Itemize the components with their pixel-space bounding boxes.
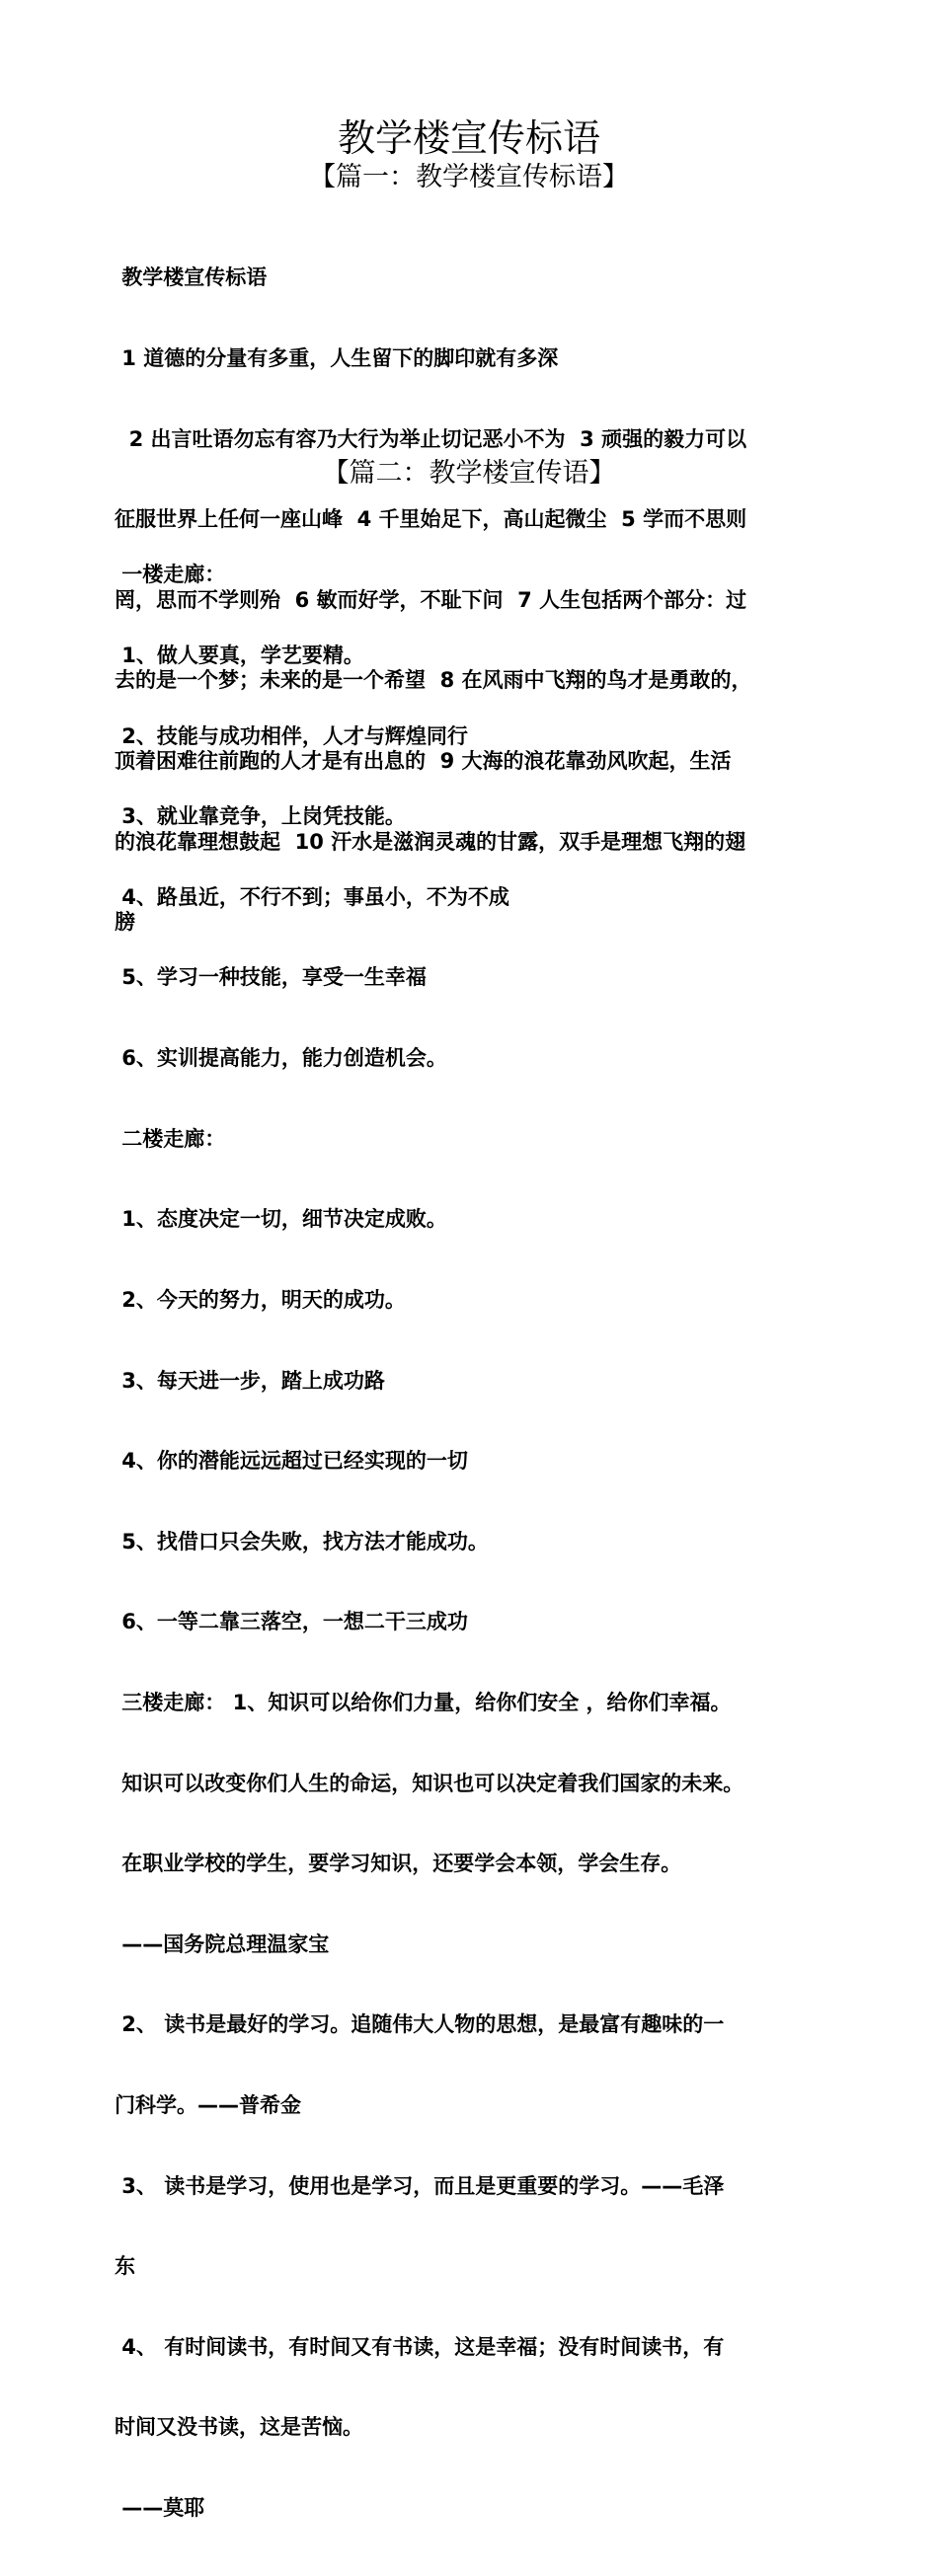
part1-line: 征服世界上任何一座山峰 4 千里始足下，高山起微尘 5 学而不思则	[115, 507, 747, 532]
part1-line: 2 出言吐语勿忘有容乃大行为举止切记恶小不为 3 顽强的毅力可以	[115, 426, 747, 451]
floor3-quote: 4、 有时间读书，有时间又有书读，这是幸福；没有时间读书，有	[115, 2334, 725, 2359]
part1-line: 去的是一个梦；未来的是一个希望 8 在风雨中飞翔的鸟才是勇敢的，	[115, 668, 752, 693]
slogan-item: 3、每天进一步，踏上成功路	[115, 1368, 385, 1393]
slogan-item: 1、态度决定一切，细节决定成败。	[115, 1207, 447, 1232]
part1-line: 1 道德的分量有多重，人生留下的脚印就有多深	[115, 346, 559, 371]
floor3-quote: 三楼走廊： 1、知识可以给你们力量，给你们安全 ，给你们幸福。	[115, 1690, 732, 1714]
part1-line: 的浪花靠理想鼓起 10 汗水是滋润灵魂的甘露，双手是理想飞翔的翅	[115, 829, 746, 854]
floor3-quote: 2、 读书是最好的学习。追随伟大人物的思想，是最富有趣味的一	[115, 2012, 725, 2037]
slogan-item: 2、技能与成功相伴，人才与辉煌同行	[115, 723, 468, 748]
slogan-item: 1、做人要真，学艺要精。	[115, 644, 364, 668]
slogan-item: 4、路虽近，不行不到；事虽小，不为不成	[115, 884, 509, 909]
part1-line: 顶着困难往前跑的人才是有出息的 9 大海的浪花靠劲风吹起，生活	[115, 749, 732, 774]
quote-attribution: ——莫耶	[115, 2496, 205, 2521]
part2-body	[115, 508, 825, 2576]
quote-attribution: ——国务院总理温家宝	[115, 1932, 330, 1956]
part1-heading: 【篇一：教学楼宣传标语】	[309, 162, 629, 192]
document-title: 教学楼宣传标语	[337, 116, 600, 160]
floor3-quote: 3、 读书是学习，使用也是学习，而且是更重要的学习。——毛泽	[115, 2173, 725, 2198]
slogan-item: 6、一等二靠三落空，一想二干三成功	[115, 1610, 468, 1634]
slogan-item: 5、找借口只会失败，找方法才能成功。	[115, 1529, 489, 1553]
floor3-quote: 知识可以改变你们人生的命运，知识也可以决定着我们国家的未来。	[115, 1771, 744, 1795]
floor3-quote: 在职业学校的学生，要学习知识，还要学会本领，学会生存。	[115, 1852, 682, 1876]
floor3-quote: 东	[115, 2254, 135, 2279]
slogan-item: 6、实训提高能力，能力创造机会。	[115, 1046, 447, 1071]
part1-line: 教学楼宣传标语	[115, 265, 268, 290]
floor3-quote: 门科学。——普希金	[115, 2092, 301, 2117]
floor1-heading: 一楼走廊：	[115, 563, 226, 587]
slogan-item: 3、就业靠竞争，上岗凭技能。	[115, 804, 406, 829]
floor2-heading: 二楼走廊：	[115, 1126, 226, 1151]
part2-heading: 【篇二：教学楼宣传语】	[322, 458, 616, 489]
part1-line: 罔，思而不学则殆 6 敏而好学，不耻下问 7 人生包括两个部分：过	[115, 587, 747, 612]
slogan-item: 2、今天的努力，明天的成功。	[115, 1287, 406, 1312]
slogan-item: 4、你的潜能远远超过已经实现的一切	[115, 1449, 468, 1474]
part1-line: 膀	[115, 910, 135, 935]
slogan-item: 5、学习一种技能，享受一生幸福	[115, 965, 427, 990]
floor3-quote: 时间又没书读，这是苦恼。	[115, 2415, 363, 2440]
